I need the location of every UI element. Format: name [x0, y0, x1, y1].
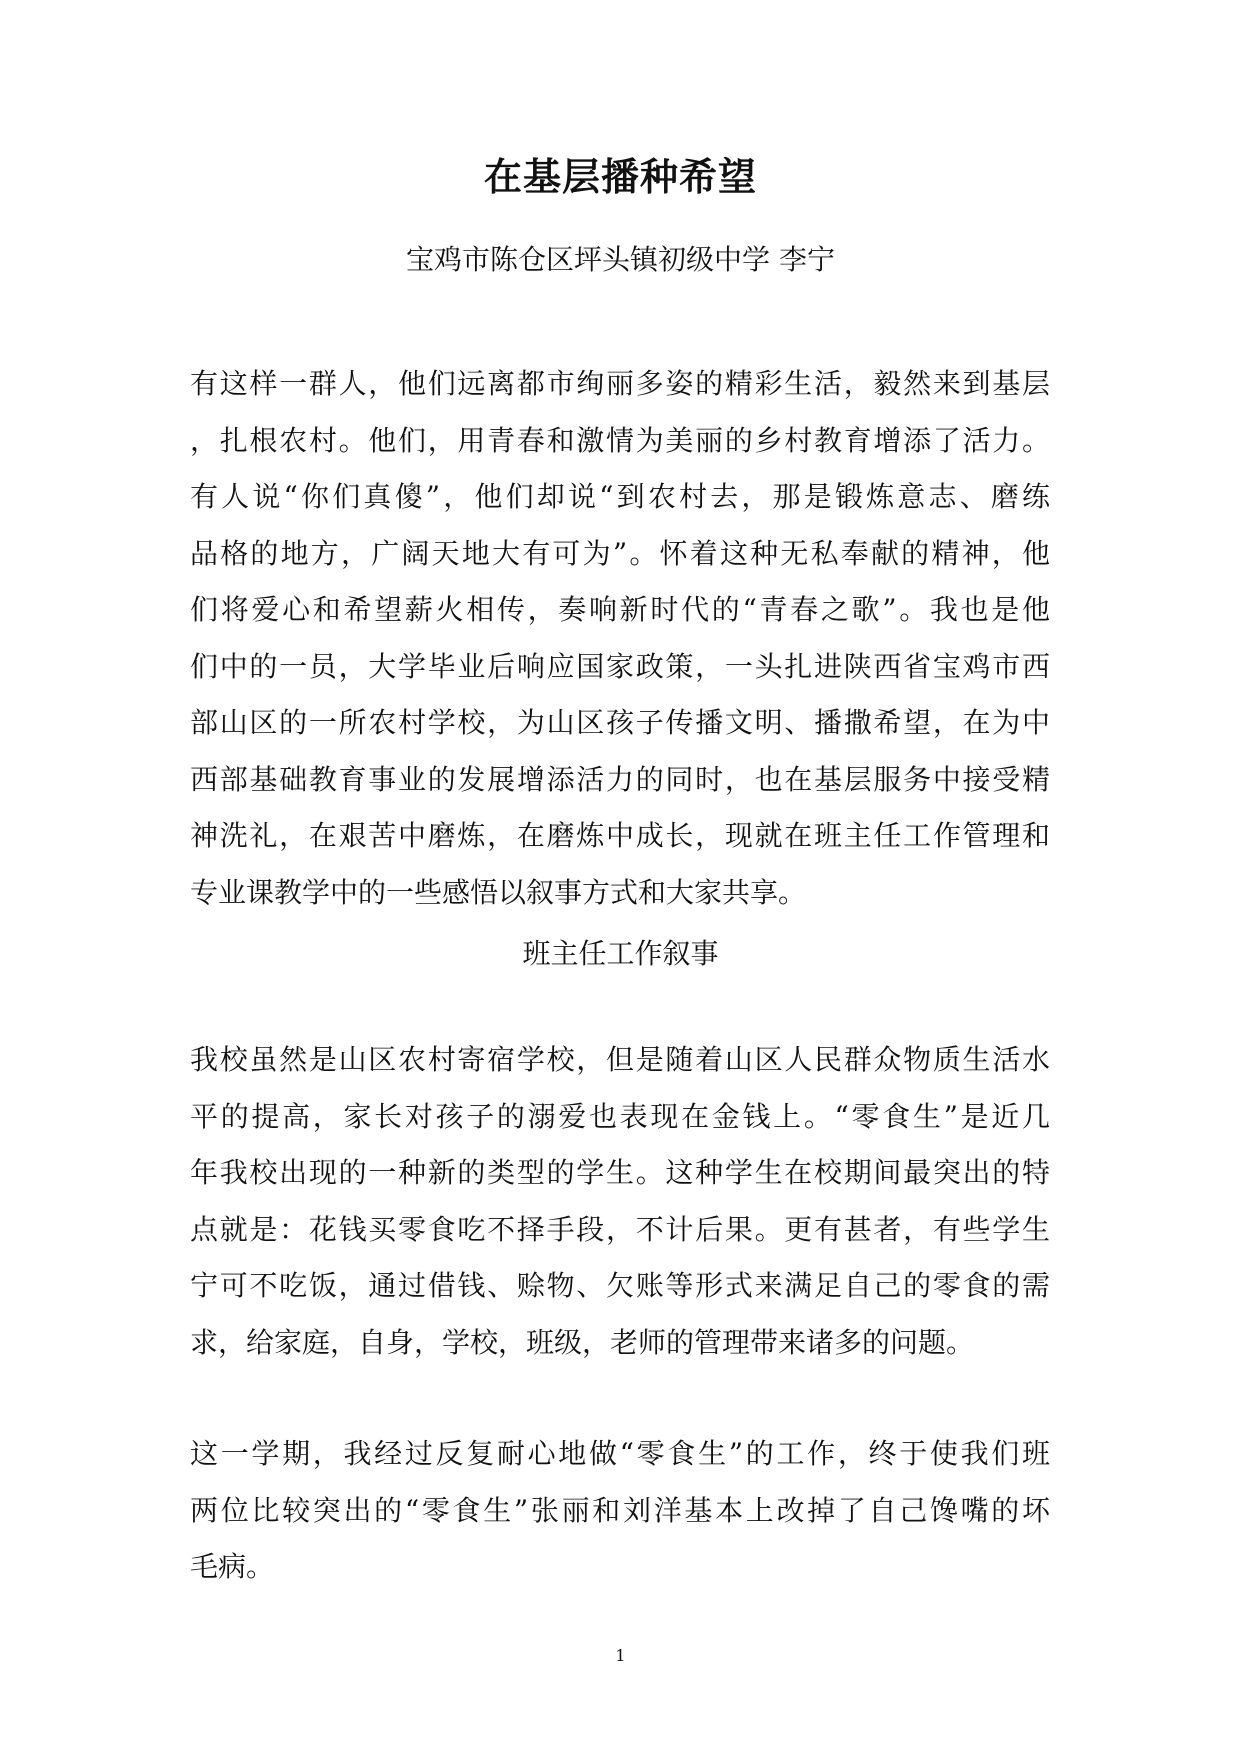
text-line: 神洗礼，在艰苦中磨炼，在磨炼中成长，现就在班主任工作管理和: [190, 819, 1050, 852]
page-number: 1: [615, 1646, 626, 1665]
text-line: 有人说“你们真傻”，他们却说“到农村去，那是锻炼意志、磨练: [190, 480, 1050, 513]
text-line: 们中的一员，大学毕业后响应国家政策，一头扎进陕西省宝鸡市西: [190, 649, 1050, 683]
text-line: 有这样一群人，他们远离都市绚丽多姿的精彩生活，毅然来到基层: [190, 367, 1050, 400]
text-line: 专业课教学中的一些感悟以叙事方式和大家共享。: [190, 875, 807, 909]
text-line: 品格的地方，广阔天地大有可为”。怀着这种无私奉献的精神，他: [190, 536, 1050, 570]
text-line: 求，给家庭，自身，学校，班级，老师的管理带来诸多的问题。: [190, 1325, 975, 1359]
document-title: 在基层播种希望: [483, 154, 757, 199]
text-line: 年我校出现的一种新的类型的学生。这种学生在校期间最突出的特: [190, 1156, 1050, 1189]
body-paragraph-snack-students: [190, 1032, 1050, 1371]
text-line: 部山区的一所农村学校，为山区孩子传播文明、播撒希望，在为中: [190, 706, 1050, 739]
text-line: 两位比较突出的“零食生”张丽和刘洋基本上改掉了自己馋嘴的坏: [190, 1493, 1050, 1527]
text-line: 宁可不吃饭，通过借钱、赊物、欠账等形式来满足自己的零食的需: [190, 1269, 1050, 1302]
text-line: 我校虽然是山区农村寄宿学校，但是随着山区人民群众物质生活水: [190, 1043, 1050, 1076]
text-line: 这一学期，我经过反复耐心地做“零食生”的工作，终于使我们班: [190, 1437, 1050, 1470]
intro-paragraph: [190, 356, 1050, 921]
text-line: 平的提高，家长对孩子的溺爱也表现在金钱上。“零食生”是近几: [190, 1099, 1050, 1133]
text-line: 们将爱心和希望薪火相传，奏响新时代的“青春之歌”。我也是他: [190, 593, 1050, 626]
text-line: 毛病。: [190, 1550, 275, 1583]
body-paragraph-semester: [190, 1426, 1050, 1596]
text-line: 西部基础教育事业的发展增添活力的同时，也在基层服务中接受精: [190, 762, 1050, 796]
text-line: ，扎根农村。他们，用青春和激情为美丽的乡村教育增添了活力。: [190, 423, 1050, 457]
section-heading: 班主任工作叙事: [522, 937, 719, 970]
author-line: 宝鸡市陈仓区坪头镇初级中学 李宁: [406, 243, 835, 276]
text-line: 点就是：花钱买零食吃不择手段，不计后果。更有甚者，有些学生: [190, 1212, 1050, 1246]
